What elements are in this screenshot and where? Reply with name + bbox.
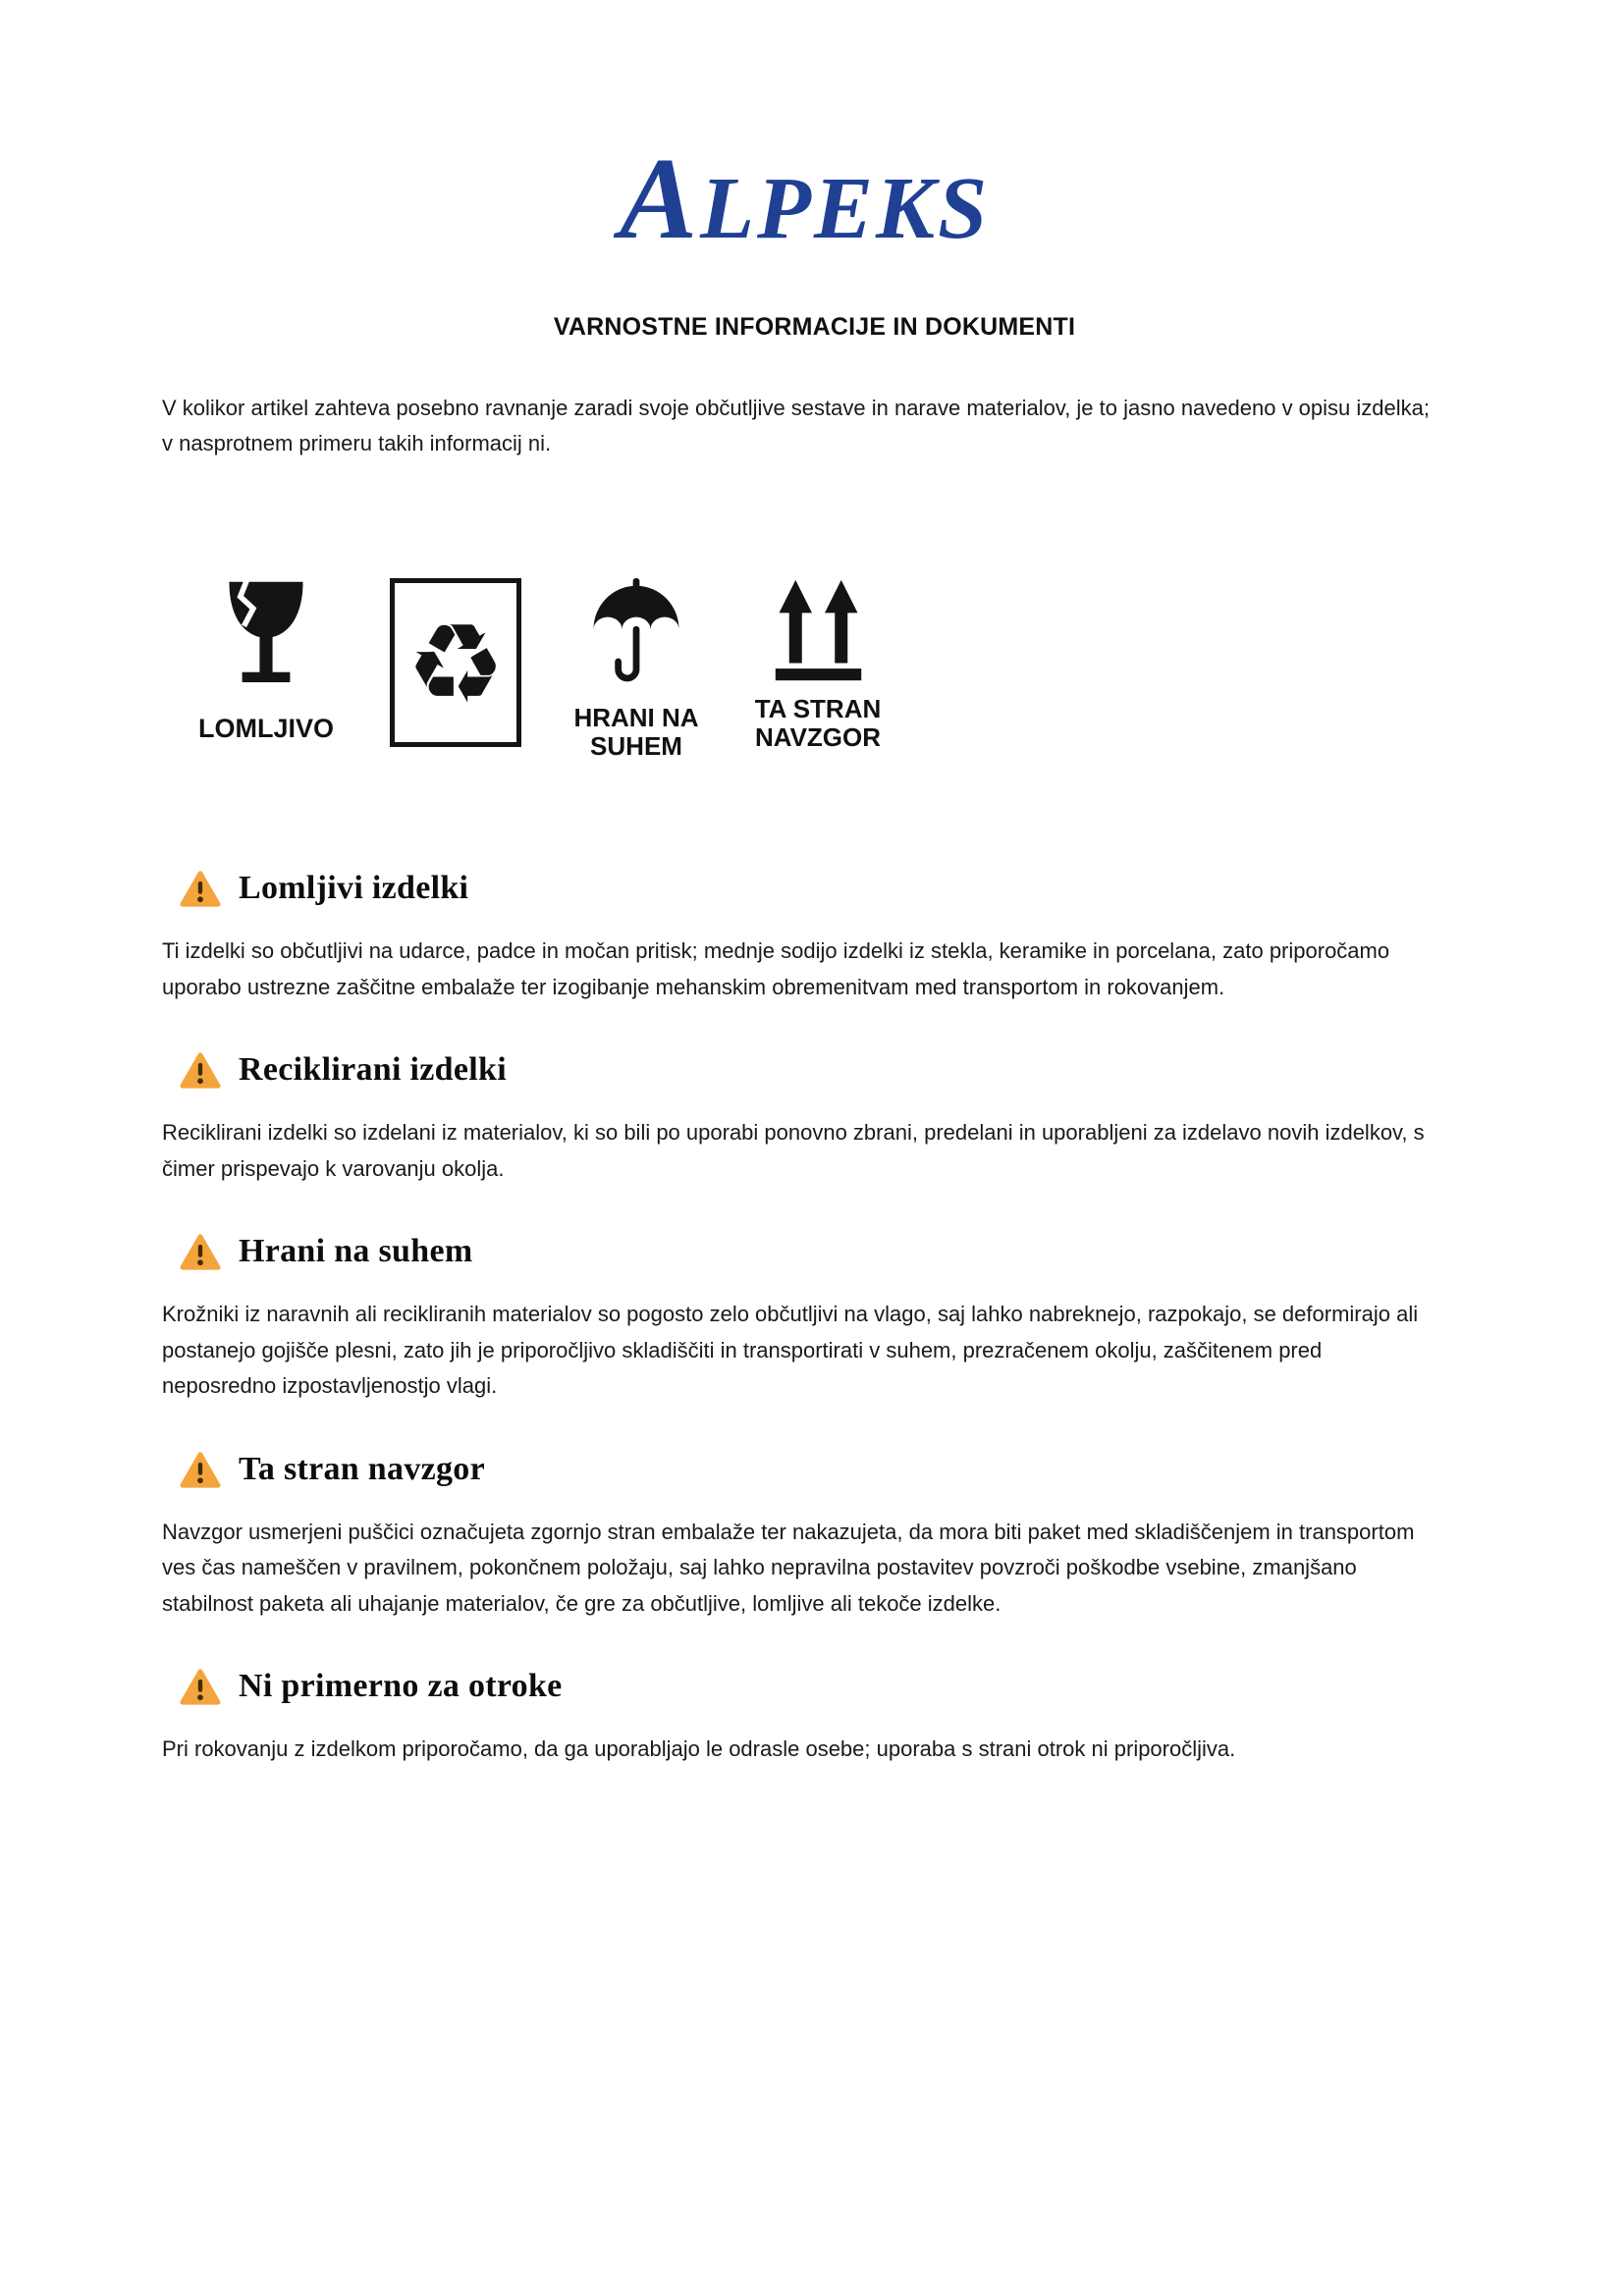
brand-logo: ALPEKS: [619, 133, 991, 263]
intro-paragraph: V kolikor artikel zahteva posebno ravnanje zaradi svoje občutljive sestave in narave materialov, je to jasno navedeno v opisu izdelka; v nasprotnem primeru takih informacij ni.: [162, 395, 1430, 456]
section-lomljivi-izdelki: [162, 869, 1467, 1005]
section-ni-primerno-za-otroke: [162, 1667, 1467, 1768]
section-reciklirani-izdelki: [162, 1050, 1467, 1187]
warning-triangle-icon: [180, 1232, 221, 1271]
section-heading: Ta stran navzgor: [239, 1450, 486, 1487]
section-body: Krožniki iz naravnih ali recikliranih materialov so pogosto zelo občutljivi na vlago, saj lahko nabreknejo, razpokajo, se deformirajo ali postanejo gojišče plesni, zato jih je priporočljivo skladiščiti in transportirati v suhem, prezračenem okolju, zaščitenem pred neposredno izpostavljenostjo vlagi.: [162, 1302, 1419, 1399]
section-body: Ti izdelki so občutljivi na udarce, padce in močan pritisk; mednje sodijo izdelki iz stekla, keramike in porcelana, zato priporočamo uporabo ustrezne zaščitne embalaže ter izogibanje mehanskim obremenitvam med transportom in rokovanjem.: [162, 937, 1390, 999]
section-body: Navzgor usmerjeni puščici označujeta zgornjo stran embalaže ter nakazujeta, da mora biti paket med skladiščenjem in transportom ves čas nameščen v pravilnem, pokončnem položaju, saj lahko nepravilna postavitev povzroči poškodbe vsebine, zmanjšano stabilnost paketa ali uhajanje materialov, če gre za občutljive, lomljive ali tekoče izdelke.: [162, 1519, 1415, 1616]
section-body: Pri rokovanju z izdelkom priporočamo, da ga uporabljajo le odrasle osebe; uporaba s strani otrok ni priporočljiva.: [162, 1736, 1236, 1762]
this-side-up-label: TA STRAN NAVZGOR: [754, 693, 882, 752]
section-heading-row: [180, 869, 1467, 908]
section-heading: Ni primerno za otroke: [239, 1668, 563, 1705]
document-title: VARNOSTNE INFORMACIJE IN DOKUMENTI: [553, 312, 1076, 341]
keep-dry-pictogram: [563, 578, 710, 761]
warning-triangle-icon: [180, 869, 221, 908]
section-heading: Lomljivi izdelki: [239, 869, 469, 906]
fragile-pictogram: [184, 578, 349, 743]
broken-glass-icon: [220, 578, 312, 698]
recycling-symbol-icon: ♻: [390, 578, 521, 747]
sections-list: [162, 869, 1467, 1768]
warning-triangle-icon: [180, 1667, 221, 1706]
section-hrani-na-suhem: [162, 1232, 1467, 1405]
warning-triangle-icon: [180, 1050, 221, 1090]
section-heading: Hrani na suhem: [239, 1233, 473, 1270]
recyclable-pictogram: [388, 578, 523, 747]
handling-icons-row: [184, 578, 1467, 761]
section-heading-row: [180, 1667, 1467, 1706]
this-side-up-pictogram: [749, 578, 887, 752]
umbrella-icon: [587, 578, 685, 692]
two-arrows-up-icon: [773, 578, 864, 683]
fragile-label: LOMLJIVO: [197, 713, 334, 743]
section-heading-row: [180, 1050, 1467, 1090]
section-body: Reciklirani izdelki so izdelani iz materialov, ki so bili po uporabi ponovno zbrani, predelani in uporabljeni za izdelavo novih izdelkov, s čimer prispevajo k varovanju okolja.: [162, 1120, 1425, 1181]
keep-dry-label: HRANI NA SUHEM: [573, 702, 699, 761]
section-heading: Reciklirani izdelki: [239, 1051, 507, 1089]
section-ta-stran-navzgor: [162, 1450, 1467, 1623]
section-heading-row: [180, 1232, 1467, 1271]
warning-triangle-icon: [180, 1450, 221, 1489]
section-heading-row: [180, 1450, 1467, 1489]
